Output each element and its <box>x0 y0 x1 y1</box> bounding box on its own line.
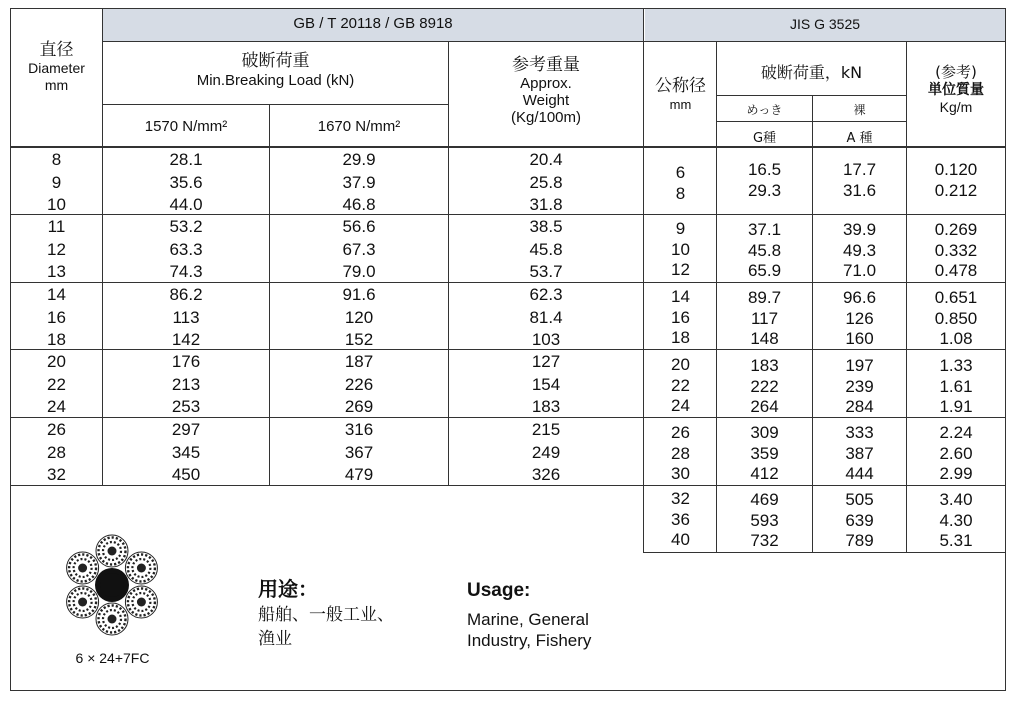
gb-group-5-load-1570 <box>103 419 269 487</box>
unit-weight-header-zh: 単位質量 <box>928 82 984 98</box>
jis-group-6-bright <box>813 490 906 552</box>
jis-breaking-load-header: 破断荷重，kN <box>760 63 863 82</box>
table-cell: 18 <box>671 328 690 347</box>
table-cell: 120 <box>344 307 374 327</box>
table-cell: 16 <box>47 307 66 327</box>
table-cell: 32 <box>671 489 690 508</box>
grade-1670-header: 1670 N/mm² <box>317 118 401 135</box>
jis-group-5-unit-weight <box>907 423 1005 485</box>
table-cell: 16.5 <box>747 160 782 179</box>
jis-group-3-unit-weight <box>907 288 1005 350</box>
gb-group-4-load-1570 <box>103 351 269 419</box>
jis-group-5-galvanized <box>717 423 812 485</box>
table-cell: 1.61 <box>939 376 973 396</box>
table-cell: 65.9 <box>747 261 782 280</box>
weight-header-en3: (Kg/100m) <box>510 109 582 126</box>
table-cell: 284 <box>845 397 874 416</box>
grid-line <box>812 95 813 552</box>
table-cell: 148 <box>750 329 779 348</box>
table-cell: 297 <box>171 420 201 439</box>
table-cell: 22 <box>671 375 690 395</box>
table-cell: 12 <box>671 260 690 279</box>
table-cell: 30 <box>671 464 690 483</box>
table-cell: 0.332 <box>934 240 978 260</box>
usage-en-line1: Marine, General <box>467 610 589 629</box>
diameter-header-zh: 直径 <box>39 40 74 60</box>
grid-line <box>643 417 1005 418</box>
table-cell: 176 <box>171 352 201 371</box>
table-cell: 86.2 <box>169 285 203 304</box>
table-cell: 316 <box>344 420 374 439</box>
table-cell: 10 <box>47 195 66 214</box>
diameter-header <box>11 40 102 94</box>
table-cell: 37.1 <box>747 220 782 239</box>
table-cell: 126 <box>845 308 874 328</box>
unit-weight-header-ref: (参考) <box>935 63 977 81</box>
jis-group-4-unit-weight <box>907 356 1005 418</box>
jis-group-1-unit-weight <box>907 160 1005 201</box>
table-cell: 152 <box>344 330 374 349</box>
jis-group-2-diameter <box>645 219 716 281</box>
table-cell: 40 <box>671 530 690 549</box>
grid-line <box>11 485 643 486</box>
gb-group-4-load-1670 <box>270 351 448 419</box>
gb-group-3-load-1670 <box>270 284 448 352</box>
table-cell: 117 <box>750 308 779 328</box>
table-cell: 32 <box>47 465 66 484</box>
table-cell: 28.1 <box>169 150 203 169</box>
table-cell: 45.8 <box>747 240 782 260</box>
table-cell: 113 <box>172 307 200 327</box>
breaking-load-header-en: Min.Breaking Load (kN) <box>196 72 355 89</box>
table-cell: 29.3 <box>747 180 782 200</box>
table-cell: 367 <box>344 442 374 462</box>
table-cell: 1.91 <box>939 397 973 416</box>
grid-line <box>11 349 643 350</box>
table-cell: 197 <box>845 356 874 375</box>
table-cell: 96.6 <box>842 288 877 307</box>
gb-group-1-weight <box>449 149 643 217</box>
table-cell: 17.7 <box>842 160 877 179</box>
table-cell: 639 <box>845 510 874 530</box>
gb-group-5-weight <box>449 419 643 487</box>
table-cell: 239 <box>845 376 874 396</box>
grid-line <box>716 41 717 552</box>
jis-group-6-galvanized <box>717 490 812 552</box>
table-cell: 160 <box>845 329 874 348</box>
table-cell: 142 <box>171 330 201 349</box>
weight-header-en2: Weight <box>522 92 570 109</box>
grid-line <box>643 552 1005 553</box>
grid-line <box>448 41 449 485</box>
table-cell: 36 <box>671 509 690 529</box>
table-cell: 8 <box>675 183 686 203</box>
table-cell: 215 <box>531 420 561 439</box>
nominal-diameter-header <box>645 76 716 113</box>
grid-line <box>643 282 1005 283</box>
table-cell: 38.5 <box>529 217 563 236</box>
table-cell: 20 <box>671 355 690 374</box>
table-cell: 222 <box>750 376 779 396</box>
table-cell: 2.60 <box>939 443 973 463</box>
galvanized-grade-header: G種 <box>752 131 777 146</box>
table-cell: 450 <box>171 465 201 484</box>
table-cell: 0.850 <box>934 308 978 328</box>
rope-construction-label: 6 × 24+7FC <box>75 650 150 666</box>
usage-zh-line2: 渔业 <box>258 629 292 649</box>
table-cell: 264 <box>750 397 779 416</box>
jis-group-2-unit-weight <box>907 220 1005 282</box>
table-cell: 11 <box>47 217 66 236</box>
table-cell: 71.0 <box>842 261 877 280</box>
table-cell: 74.3 <box>169 262 203 281</box>
table-cell: 29.9 <box>342 150 376 169</box>
table-cell: 14 <box>671 287 690 306</box>
gb-group-1-load-1570 <box>103 149 269 217</box>
table-cell: 45.8 <box>529 239 563 259</box>
table-cell: 226 <box>344 374 374 394</box>
jis-group-1-galvanized <box>717 160 812 201</box>
table-cell: 37.9 <box>342 172 376 192</box>
table-cell: 24 <box>671 396 690 415</box>
diameter-header-en: Diameter <box>28 60 85 76</box>
table-cell: 89.7 <box>747 288 782 307</box>
table-cell: 24 <box>47 397 66 416</box>
table-cell: 46.8 <box>342 195 376 214</box>
grade-1570-header: 1570 N/mm² <box>144 118 228 135</box>
table-cell: 9 <box>51 172 62 192</box>
gb-group-4-weight <box>449 351 643 419</box>
gb-group-1-load-1670 <box>270 149 448 217</box>
jis-group-4-bright <box>813 356 906 418</box>
table-cell: 479 <box>344 465 374 484</box>
grid-line <box>11 214 643 215</box>
table-cell: 253 <box>171 397 201 416</box>
table-cell: 53.7 <box>529 262 563 281</box>
galvanized-header: めっき <box>746 103 783 117</box>
unit-weight-header-unit: Kg/m <box>939 99 973 115</box>
table-cell: 213 <box>171 374 201 394</box>
jis-group-3-diameter <box>645 287 716 349</box>
table-cell: 31.8 <box>529 195 563 214</box>
table-cell: 309 <box>750 423 779 442</box>
table-cell: 444 <box>845 464 874 483</box>
table-cell: 26 <box>671 423 690 442</box>
bright-grade-header: A 種 <box>846 131 873 146</box>
table-cell: 0.269 <box>934 220 978 239</box>
table-cell: 593 <box>750 510 779 530</box>
table-cell: 13 <box>47 262 66 281</box>
gb-group-2-weight <box>449 216 643 284</box>
grid-line <box>11 146 1005 148</box>
jis-group-1-diameter <box>645 163 716 204</box>
table-cell: 44.0 <box>169 195 203 214</box>
table-cell: 22 <box>47 374 66 394</box>
table-cell: 28 <box>47 442 66 462</box>
table-cell: 387 <box>845 443 874 463</box>
table-cell: 732 <box>750 531 779 550</box>
table-cell: 81.4 <box>529 307 563 327</box>
usage-en-line2: Industry, Fishery <box>467 631 592 650</box>
table-cell: 789 <box>845 531 874 550</box>
gb-group-4-diameter <box>11 351 102 419</box>
jis-group-4-galvanized <box>717 356 812 418</box>
table-cell: 16 <box>671 307 690 327</box>
gb-group-3-weight <box>449 284 643 352</box>
unit-weight-header <box>907 63 1005 116</box>
gb-group-3-load-1570 <box>103 284 269 352</box>
jis-group-5-bright <box>813 423 906 485</box>
table-cell: 326 <box>531 465 561 484</box>
bright-header: 裸 <box>853 103 866 117</box>
grid-line <box>643 9 644 552</box>
grid-line <box>269 104 270 485</box>
table-cell: 3.40 <box>939 490 973 509</box>
grid-line <box>643 485 1005 486</box>
gb-standard-title: GB / T 20118 / GB 8918 <box>293 15 453 32</box>
jis-standard-title: JIS G 3525 <box>789 16 861 32</box>
table-cell: 6 <box>675 163 686 182</box>
table-cell: 469 <box>750 490 779 509</box>
gb-group-2-diameter <box>11 216 102 284</box>
jis-group-3-bright <box>813 288 906 350</box>
usage-zh-title: 用途： <box>258 577 318 601</box>
table-cell: 333 <box>845 423 874 442</box>
table-cell: 359 <box>750 443 779 463</box>
jis-group-6-unit-weight <box>907 490 1005 552</box>
table-cell: 28 <box>671 443 690 463</box>
table-cell: 127 <box>531 352 561 371</box>
table-cell: 49.3 <box>842 240 877 260</box>
table-cell: 0.212 <box>934 180 978 200</box>
table-cell: 249 <box>531 442 561 462</box>
table-cell: 14 <box>47 285 66 304</box>
table-cell: 187 <box>344 352 374 371</box>
gb-group-2-load-1570 <box>103 216 269 284</box>
nominal-diameter-header-zh: 公称径 <box>655 76 706 96</box>
jis-group-2-galvanized <box>717 220 812 282</box>
table-cell: 103 <box>531 330 561 349</box>
table-cell: 26 <box>47 420 66 439</box>
gb-group-2-load-1670 <box>270 216 448 284</box>
table-cell: 63.3 <box>169 239 203 259</box>
table-cell: 345 <box>171 442 201 462</box>
table-cell: 20 <box>47 352 66 371</box>
table-cell: 183 <box>750 356 779 375</box>
table-cell: 0.651 <box>934 288 978 307</box>
table-cell: 67.3 <box>342 239 376 259</box>
jis-group-4-diameter <box>645 355 716 417</box>
table-cell: 183 <box>531 397 561 416</box>
breaking-load-header <box>103 51 448 90</box>
table-cell: 0.478 <box>934 261 978 280</box>
table-cell: 269 <box>344 397 374 416</box>
jis-group-5-diameter <box>645 423 716 485</box>
diameter-header-unit: mm <box>44 77 69 93</box>
weight-header-en1: Approx. <box>520 75 572 92</box>
table-cell: 8 <box>51 150 62 169</box>
grid-line <box>102 104 448 105</box>
grid-line <box>643 349 1005 350</box>
gb-group-5-load-1670 <box>270 419 448 487</box>
table-cell: 412 <box>750 464 779 483</box>
table-cell: 0.120 <box>934 160 978 179</box>
table-cell: 31.6 <box>842 180 877 200</box>
table-cell: 9 <box>675 219 686 238</box>
table-cell: 53.2 <box>169 217 203 236</box>
table-cell: 1.33 <box>939 356 973 375</box>
grid-line <box>11 282 643 283</box>
gb-group-1-diameter <box>11 149 102 217</box>
table-cell: 10 <box>671 239 690 259</box>
jis-group-2-bright <box>813 220 906 282</box>
table-cell: 25.8 <box>529 172 563 192</box>
weight-header-zh: 参考重量 <box>512 55 580 75</box>
grid-line <box>716 121 906 122</box>
table-cell: 91.6 <box>342 285 376 304</box>
table-cell: 1.08 <box>939 329 973 348</box>
gb-group-5-diameter <box>11 419 102 487</box>
table-cell: 18 <box>47 330 66 349</box>
usage-en-title: Usage: <box>467 580 531 601</box>
nominal-diameter-header-unit: mm <box>669 97 692 112</box>
jis-group-6-diameter <box>645 489 716 551</box>
grid-line <box>102 41 1005 42</box>
grid-line <box>11 417 643 418</box>
table-cell: 5.31 <box>939 531 973 550</box>
jis-group-3-galvanized <box>717 288 812 350</box>
table-cell: 2.99 <box>939 464 973 483</box>
grid-line <box>906 41 907 552</box>
table-cell: 505 <box>845 490 874 509</box>
grid-line <box>716 95 906 96</box>
weight-header <box>449 55 643 126</box>
table-cell: 20.4 <box>529 150 563 169</box>
gb-group-3-diameter <box>11 284 102 352</box>
table-cell: 2.24 <box>939 423 973 442</box>
table-cell: 35.6 <box>169 172 203 192</box>
table-cell: 62.3 <box>529 285 563 304</box>
table-cell: 12 <box>47 239 66 259</box>
usage-zh-line1: 船舶、一般工业、 <box>258 605 394 625</box>
rope-cross-section-icon <box>52 525 172 645</box>
grid-line <box>643 214 1005 215</box>
table-cell: 4.30 <box>939 510 973 530</box>
table-cell: 56.6 <box>342 217 376 236</box>
breaking-load-header-zh: 破断荷重 <box>241 51 310 71</box>
table-cell: 154 <box>531 374 561 394</box>
table-cell: 39.9 <box>842 220 877 239</box>
grid-line <box>102 9 103 485</box>
table-cell: 79.0 <box>342 262 376 281</box>
jis-group-1-bright <box>813 160 906 201</box>
